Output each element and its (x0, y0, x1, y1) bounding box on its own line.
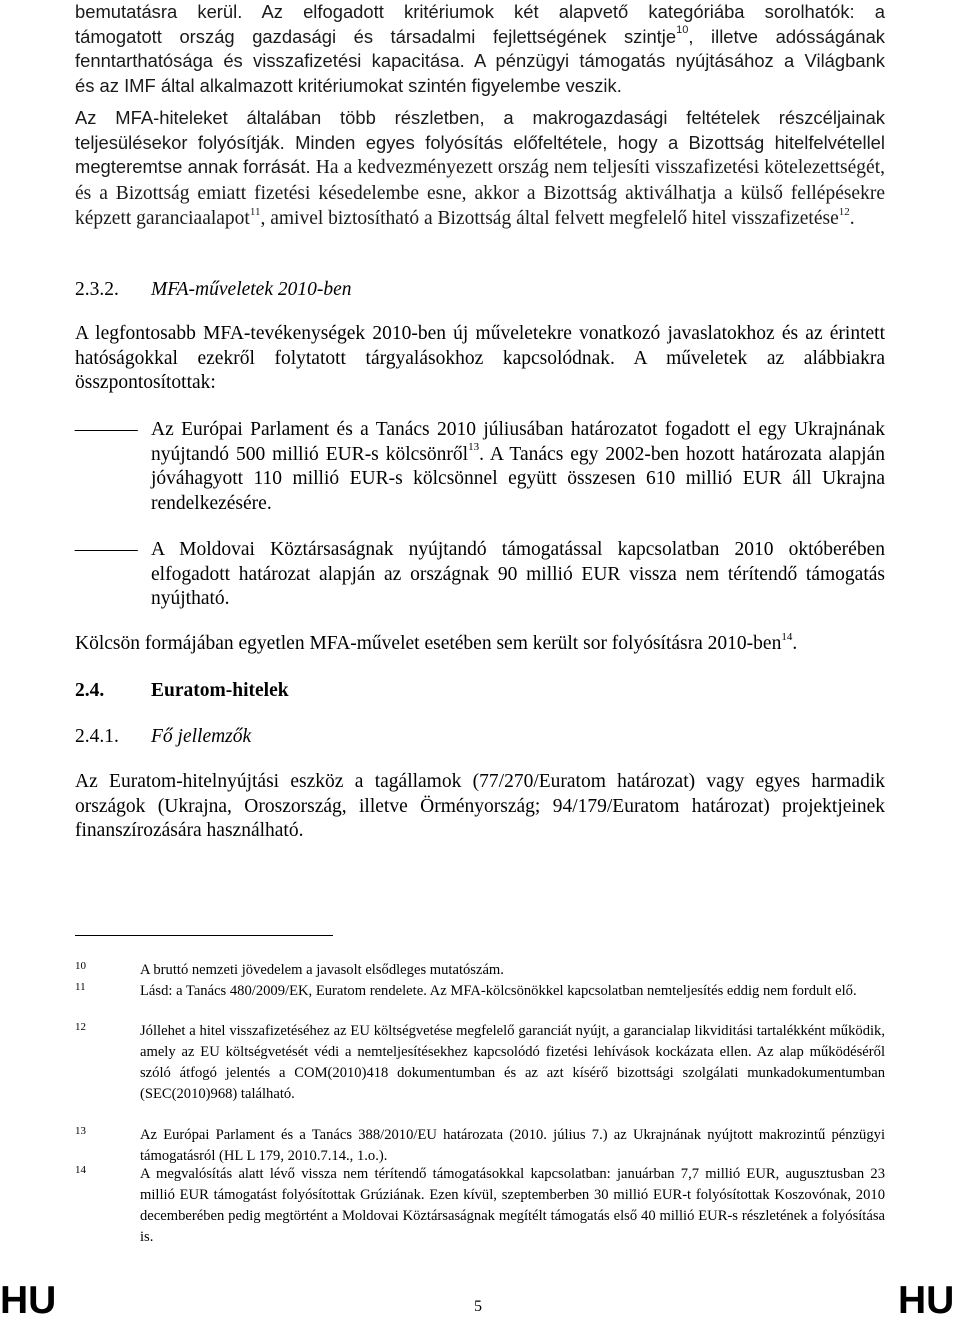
text-run: , amivel biztosítható a Bizottság által felvett megfelelő hitel visszafizetése (260, 208, 839, 229)
dash-bullet: ― (75, 539, 131, 560)
text-line: fenntarthatósága és visszafizetési kapacitása. A pénzügyi támogatás nyújtásához a Világbank (75, 50, 885, 71)
section-title: Euratom-hitelek (151, 680, 289, 701)
footnote-text: A bruttó nemzeti jövedelem a javasolt elsődleges mutatószám. (140, 962, 504, 978)
footnote-text: Lásd: a Tanács 480/2009/EK, Euratom rendelete. Az MFA-kölcsönökkel kapcsolatban nemteljesítés eddig nem fordult elő. (140, 983, 857, 999)
text-run: Az MFA-hiteleket általában több részletben, a makrogazdasági feltételek részcéljainak teljesülésekor folyósítják. Minden egyes folyósítás előfeltétele, hogy a Bizottság hitelfelvétellel megteremtse annak forrását. (75, 107, 885, 177)
list-item-text (151, 418, 885, 516)
section-title: MFA-műveletek 2010-ben (151, 279, 352, 300)
text-run: . A Tanács egy 2002-ben hozott határozata alapján jóváhagyott 110 millió EUR-s kölcsönnel együtt összesen 610 millió EUR áll Ukrajna rendelkezésére. (151, 443, 885, 514)
paragraph-criteria (75, 0, 885, 98)
paragraph-euratom: Az Euratom-hitelnyújtási eszköz a tagállamok (77/270/Euratom határozat) vagy egyes harmadik országok (Ukrajna, Oroszország, illetve Örményország; 94/179/Euratom határozat) projektjeinek finanszírozására használható. (75, 771, 885, 841)
footnote-text: Az Európai Parlament és a Tanács 388/2010/EU határozata (2010. július 7.) az Ukrajnának nyújtott makrozintű pénzügyi támogatásról (HL L 179, 2010.7.14., 1.o.). (140, 1127, 885, 1164)
text-run: Az Európai Parlament és a Tanács 2010 júliusában határozatot fogadott el egy Ukrajnának nyújtandó 500 millió EUR-s kölcsönről (151, 419, 885, 465)
footnote-number: 13 (75, 1125, 86, 1137)
list-item-text: A Moldovai Köztársaságnak nyújtandó támogatással kapcsolatban 2010 októberében elfogadott határozat alapján az országnak 90 millió EUR vissza nem térítendő támogatás nyújtható. (151, 539, 885, 609)
footnote-ref-11[interactable]: 11 (249, 205, 261, 218)
footnote-ref-12[interactable]: 12 (838, 205, 850, 218)
footnote-ref-10[interactable]: 10 (676, 24, 689, 37)
footnote-number: 11 (75, 981, 86, 993)
text-line: és az IMF által alkalmazott kritériumokat szintén figyelembe veszik. (75, 74, 622, 96)
footnote-separator (75, 935, 333, 936)
text-run: . (849, 208, 855, 229)
footnote-ref-14[interactable]: 14 (781, 630, 793, 643)
text-run: Kölcsön formájában egyetlen MFA-művelet esetében sem került sor folyósításra 2010-ben (75, 633, 782, 654)
text-run: . (792, 633, 798, 654)
footnote (75, 1125, 885, 1165)
paragraph-no-loan (75, 632, 885, 657)
dash-bullet: ― (75, 419, 131, 440)
footer-language-right: HU (898, 1279, 955, 1322)
section-number: 2.4. (75, 680, 105, 701)
footnote (75, 1164, 885, 1248)
footnote (75, 981, 885, 1021)
text-run: , illetve adósságának (688, 25, 885, 47)
footnote-number: 14 (75, 1164, 86, 1176)
section-heading-2-3-2 (75, 278, 352, 302)
text-line (75, 25, 885, 50)
page-number: 5 (474, 1298, 482, 1315)
footnote-number: 10 (75, 960, 86, 972)
footnote-number: 12 (75, 1021, 86, 1033)
text-run: támogatott ország gazdasági és társadalmi fejlettségének szintje (75, 25, 677, 47)
list-item (75, 538, 885, 614)
text-run: Ha a kedvezményezett ország nem teljesíti visszafizetési kötelezettségét, és a Bizottság emiatt fizetési késedelembe esne, akkor a Bizottság aktiválhatja a külső fellépésekre képzett garanciaalapot (75, 157, 885, 229)
section-heading-2-4-1 (75, 725, 251, 749)
footnote (75, 960, 885, 980)
section-heading-2-4 (75, 679, 289, 703)
section-title: Fő jellemzők (151, 726, 252, 747)
footnote-ref-13[interactable]: 13 (468, 441, 480, 453)
footer-language-left: HU (0, 1279, 57, 1322)
paragraph-disbursement (75, 106, 885, 232)
paragraph-activities: A legfontosabb MFA-tevékenységek 2010-ben új műveletekre vonatkozó javaslatokhoz és az érintett hatóságokkal ezekről folytatott tárgyalásokhoz kapcsolódnak. A műveletek az alábbiakra összpontosítottak: (75, 323, 885, 393)
footnote-text: Jóllehet a hitel visszafizetéséhez az EU költségvetése megfelelő garanciát nyújt, a garancialap likviditási tartalékként működik, amely az EU költségvetését védi a nemteljesítésekhez kapcsolódó fizetési lehívások kockázata ellen. Az alap működéséről szóló átfogó jelentés a COM(2010)418 dokumentumban és az azt kísérő bizottsági szolgálati munkadokumentumban (SEC(2010)968) található. (140, 1023, 885, 1102)
text-line: bemutatásra kerül. Az elfogadott kritériumok két alapvető kategóriába sorolhatók: a (75, 1, 885, 22)
section-number: 2.3.2. (75, 279, 119, 300)
section-number: 2.4.1. (75, 726, 119, 747)
footnote-text: A megvalósítás alatt lévő vissza nem térítendő támogatásokkal kapcsolatban: januárban 7,7 millió EUR, augusztusban 23 millió EUR támogatást folyósítottak Grúziának. Ezen kívül, szeptemberben 30 millió EUR-t folyósítottak Koszovónak, 2010 decemberében pedig megtörtént a Moldovai Köztársaságnak megítélt támogatás első 40 millió EUR-s részletének a folyósítása is. (140, 1166, 885, 1245)
footnote (75, 1021, 885, 1121)
list-item (75, 418, 885, 518)
